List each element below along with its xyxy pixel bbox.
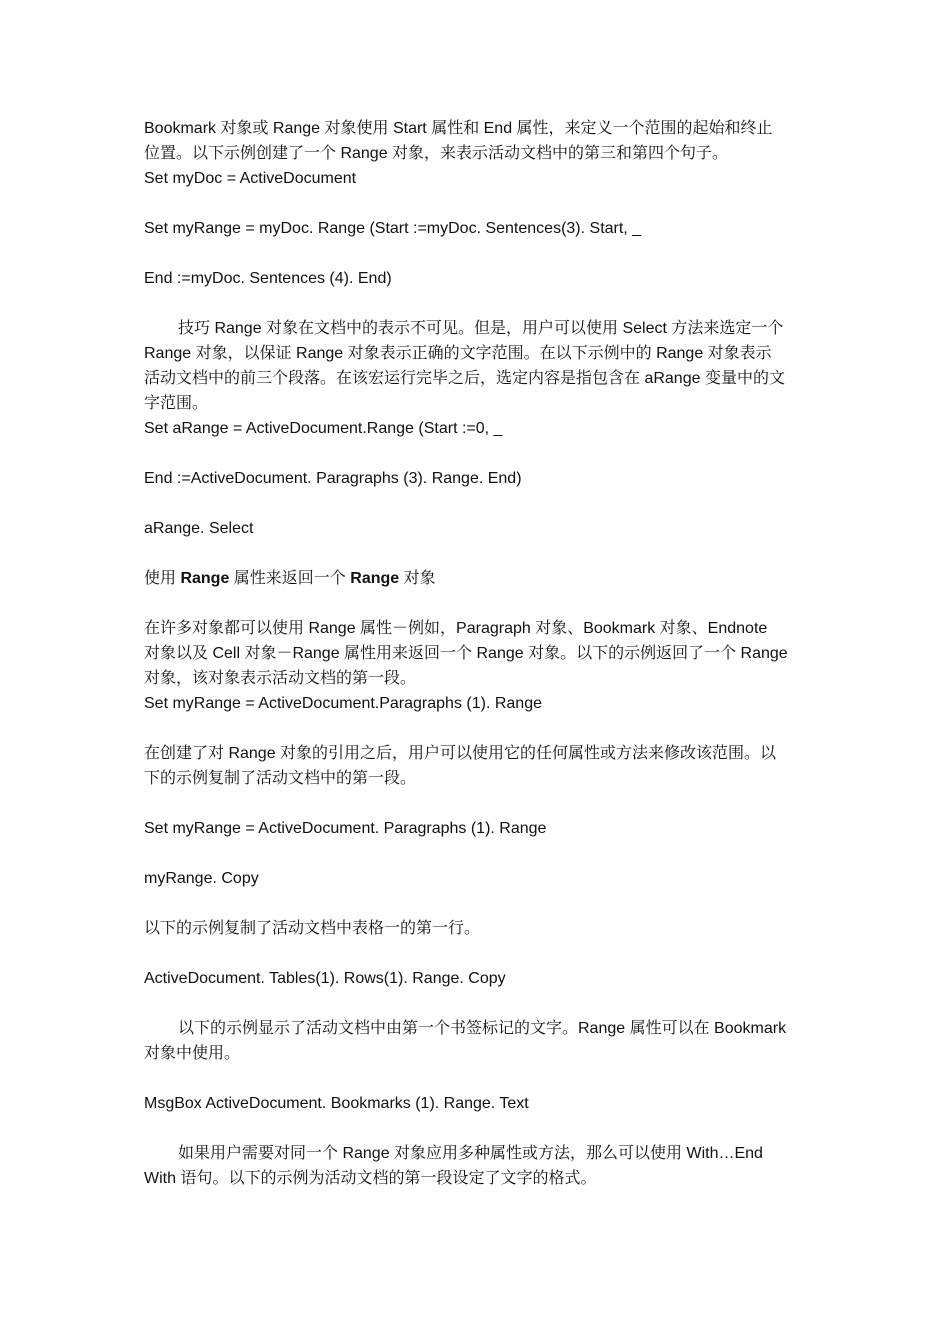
heading-bold-range: Range	[350, 570, 400, 587]
paragraph-text: 对象，该对象表示活动文档的第一段。	[144, 670, 417, 687]
blank-line	[144, 191, 812, 216]
blank-line	[144, 991, 812, 1016]
section-heading	[144, 566, 812, 591]
paragraph-text: 以下的示例复制了活动文档中表格一的第一行。	[144, 920, 481, 937]
blank-line	[144, 716, 812, 741]
tip-paragraph-text: 技巧 Range 对象在文档中的表示不可见。但是，用户可以使用 Select 方法来选定一个	[178, 320, 784, 337]
paragraph-text: 对象中使用。	[144, 1045, 241, 1062]
blank-line	[144, 1116, 812, 1141]
blank-line	[144, 491, 812, 516]
code-line: ActiveDocument. Tables(1). Rows(1). Range. Copy	[144, 970, 506, 987]
blank-line	[144, 841, 812, 866]
code-line: MsgBox ActiveDocument. Bookmarks (1). Range. Text	[144, 1095, 529, 1112]
code-line: myRange. Copy	[144, 870, 259, 887]
document-page	[144, 116, 812, 1191]
paragraph-text: 字范围。	[144, 395, 209, 412]
paragraph-text: 位置。以下示例创建了一个 Range 对象，来表示活动文档中的第三和第四个句子。	[144, 145, 729, 162]
blank-line	[144, 791, 812, 816]
heading-bold-range: Range	[180, 570, 230, 587]
code-line: Set myRange = ActiveDocument.Paragraphs (1). Range	[144, 695, 542, 712]
code-line: Set myRange = myDoc. Range (Start :=myDoc. Sentences(3). Start, _	[144, 220, 642, 237]
paragraph-text: Bookmark 对象或 Range 对象使用 Start 属性和 End 属性，来定义一个范围的起始和终止	[144, 120, 773, 137]
paragraph-text: 在创建了对 Range 对象的引用之后，用户可以使用它的任何属性或方法来修改该范围。以	[144, 745, 777, 762]
paragraph-text: 对象以及 Cell 对象－Range 属性用来返回一个 Range 对象。以下的示例返回了一个 Range	[144, 645, 788, 662]
paragraph-text: 活动文档中的前三个段落。在该宏运行完毕之后，选定内容是指包含在 aRange 变量中的文	[144, 370, 785, 387]
heading-text: 使用	[144, 570, 181, 587]
paragraph-text: With 语句。以下的示例为活动文档的第一段设定了文字的格式。	[144, 1170, 597, 1187]
paragraph-text: Range 对象，以保证 Range 对象表示正确的文字范围。在以下示例中的 Range 对象表示	[144, 345, 772, 362]
blank-line	[144, 941, 812, 966]
blank-line	[144, 241, 812, 266]
code-line: End :=myDoc. Sentences (4). End)	[144, 270, 392, 287]
code-line: End :=ActiveDocument. Paragraphs (3). Range. End)	[144, 470, 522, 487]
code-line: Set myRange = ActiveDocument. Paragraphs (1). Range	[144, 820, 547, 837]
blank-line	[144, 541, 812, 566]
heading-text: 对象	[399, 570, 436, 587]
code-line: Set myDoc = ActiveDocument	[144, 170, 357, 187]
blank-line	[144, 591, 812, 616]
heading-text: 属性来返回一个	[229, 570, 351, 587]
blank-line	[144, 441, 812, 466]
blank-line	[144, 891, 812, 916]
code-line: Set aRange = ActiveDocument.Range (Start :=0, _	[144, 420, 503, 437]
blank-line	[144, 291, 812, 316]
paragraph-text: 以下的示例显示了活动文档中由第一个书签标记的文字。Range 属性可以在 Bookmark	[178, 1020, 787, 1037]
blank-line	[144, 1066, 812, 1091]
code-line: aRange. Select	[144, 520, 254, 537]
paragraph-text: 下的示例复制了活动文档中的第一段。	[144, 770, 417, 787]
paragraph-text: 如果用户需要对同一个 Range 对象应用多种属性或方法，那么可以使用 With…End	[178, 1145, 763, 1162]
paragraph-text: 在许多对象都可以使用 Range 属性－例如，Paragraph 对象、Bookmark 对象、Endnote	[144, 620, 768, 637]
